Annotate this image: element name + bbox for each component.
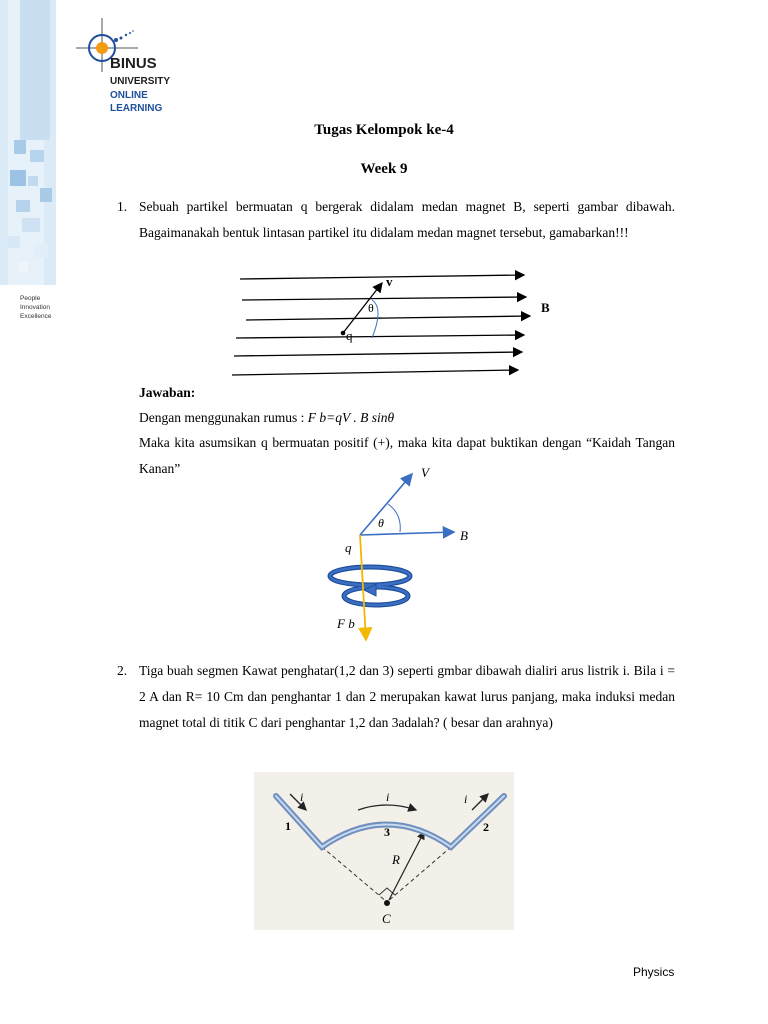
field-line-3 xyxy=(246,316,530,320)
logo-online-text: ONLINE xyxy=(110,90,148,101)
decorative-sidebar-strip xyxy=(0,0,56,285)
q2-text: Tiga buah segmen Kawat penghatar(1,2 dan 3) seperti gmbar dibawah dialiri arus listrik i. Bila i = 2 A dan R= 10 Cm dan penghantar 1 dan 2 merupakan kawat lurus panjang, maka induksi medan magnet total di titik C dari penghantar 1,2 dan 3adalah? ( besar dan arahnya) xyxy=(139,663,675,730)
fig3-label-3: 3 xyxy=(384,825,390,839)
logo-learning-text: LEARNING xyxy=(110,103,163,114)
q1-text: Sebuah partikel bermuatan q bergerak didalam medan magnet B, seperti gambar dibawah. Bagaimanakah bentuk lintasan partikel itu didalam medan magnet tersebut, gamabarkan!!! xyxy=(139,199,675,240)
answer-formula-line xyxy=(139,410,394,426)
tagline-line-1: People xyxy=(20,295,41,302)
dashed-radius-left xyxy=(322,847,387,902)
wire-path xyxy=(276,796,504,847)
current-arrow-2 xyxy=(472,794,488,810)
formula: F b=qV . B sinθ xyxy=(307,410,395,425)
current-arrow-3 xyxy=(358,805,416,810)
tagline-line-2: Innovation xyxy=(20,304,50,311)
fig3-label-2: 2 xyxy=(483,820,489,834)
fig2-label-Fb: F b xyxy=(337,616,355,631)
week-title: Week 9 xyxy=(360,161,408,177)
formula-prefix: Dengan menggunakan rumus : xyxy=(139,410,305,425)
page-title: Tugas Kelompok ke-4 xyxy=(314,122,454,138)
fig2-label-q: q xyxy=(345,540,352,555)
fig3-label-i1: i xyxy=(300,790,304,804)
figure-magnetic-field xyxy=(226,266,566,380)
fig1-label-theta: θ xyxy=(368,301,374,315)
fig2-label-V: V xyxy=(421,465,429,480)
fig3-label-1: 1 xyxy=(285,819,291,833)
fig2-label-theta: θ xyxy=(378,516,384,530)
answer-line-2: Maka kita asumsikan q bermuatan positif (+), maka kita dapat buktikan dengan “Kaidah Tangan Kanan” xyxy=(139,435,675,476)
fig1-label-v: v xyxy=(386,274,393,289)
q1-number: 1. xyxy=(117,199,128,214)
fig2-label-B: B xyxy=(460,528,468,543)
fig3-label-i2: i xyxy=(464,792,468,806)
fig1-label-B: B xyxy=(541,300,550,315)
field-line-6 xyxy=(232,370,518,375)
current-arrow-1 xyxy=(290,794,306,810)
binus-logo xyxy=(76,14,186,124)
footer-subject: Physics xyxy=(633,965,675,979)
figure-wire-segments xyxy=(254,772,514,930)
tagline xyxy=(20,294,51,321)
logo-brand-text: BINUS xyxy=(110,55,157,72)
point-C-dot xyxy=(384,900,390,906)
field-line-2 xyxy=(242,297,526,300)
rh-theta-arc xyxy=(388,504,400,532)
fig3-label-i3: i xyxy=(386,790,390,804)
rh-velocity-vector xyxy=(360,474,412,535)
fig3-label-R: R xyxy=(392,852,400,867)
answer-heading: Jawaban: xyxy=(139,385,196,400)
q2-number: 2. xyxy=(117,663,128,678)
field-line-5 xyxy=(234,352,522,356)
logo-university-text: UNIVERSITY xyxy=(110,76,171,87)
tagline-line-3: Excellence xyxy=(20,313,52,320)
field-line-1 xyxy=(240,275,524,279)
field-line-4 xyxy=(236,335,524,338)
charge-q-dot xyxy=(341,331,346,336)
fig1-label-q: q xyxy=(346,328,353,343)
rh-field-vector xyxy=(360,532,454,535)
fig3-label-C: C xyxy=(382,911,391,926)
